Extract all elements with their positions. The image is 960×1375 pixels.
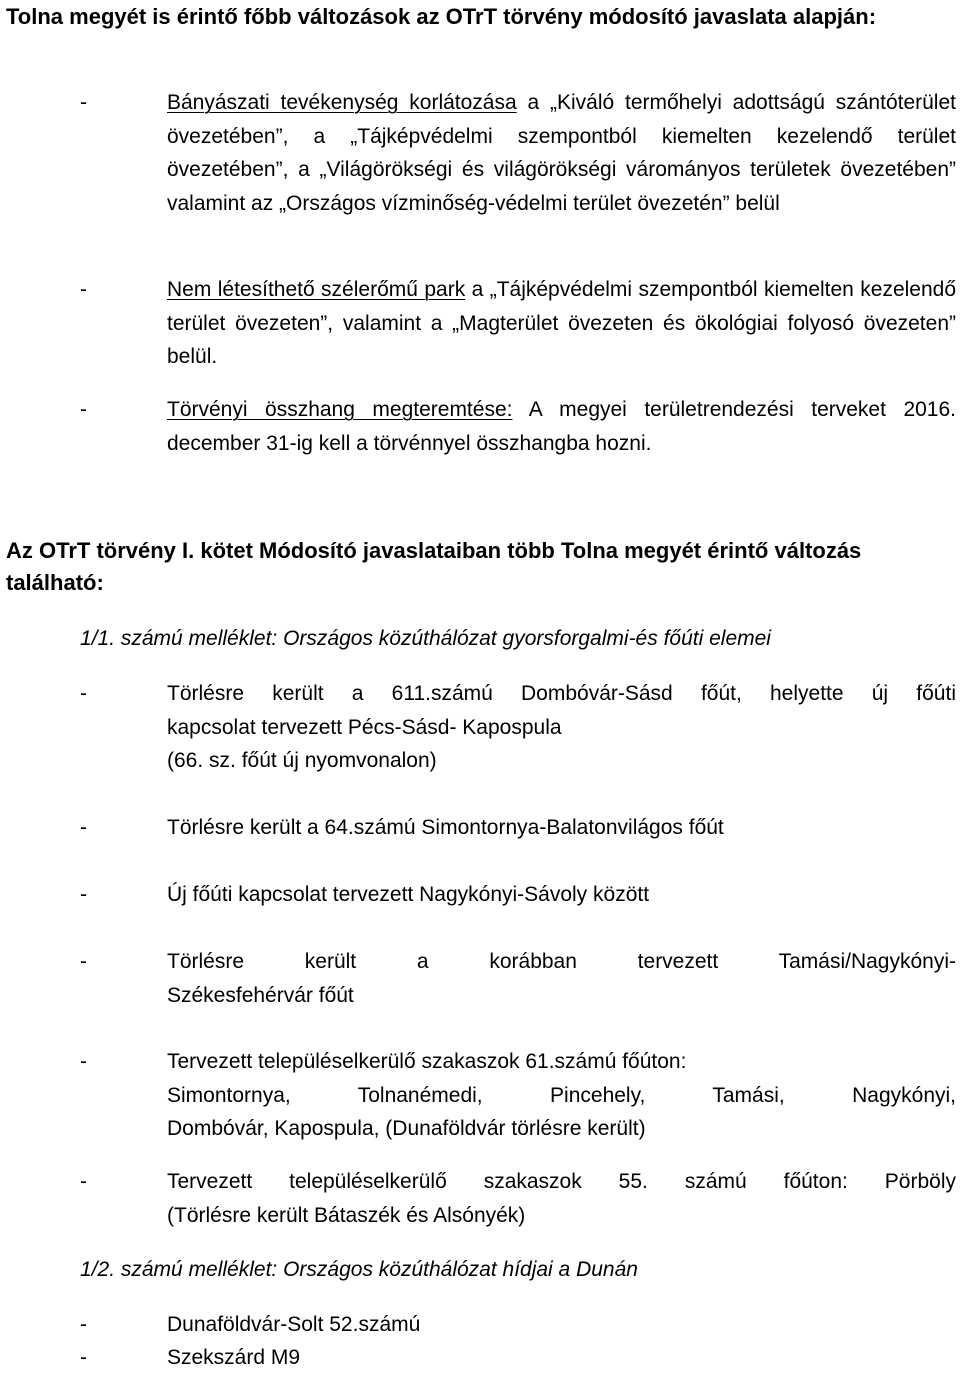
text-line: Simontornya, Tolnanémedi, Pincehely, Tamási, Nagykónyi, (167, 1083, 956, 1107)
list-dash: - (80, 950, 87, 973)
text-line: (66. sz. főút új nyomvonalon) (167, 749, 437, 772)
annex-title: 1/1. számú melléklet: Országos közúthálózat gyorsforgalmi-és főúti elemei (80, 627, 771, 650)
list-dash: - (80, 1050, 87, 1073)
list-item-rest: A megyei területrendezési terveket 2016. december 31-ig kell a törvénnyel összhangba hozni. (167, 398, 956, 455)
list-dash: - (80, 1170, 87, 1193)
list-item-text: Új főúti kapcsolat tervezett Nagykónyi-Sávoly között (167, 883, 650, 906)
underlined-phrase: Nem létesíthető szélerőmű park (167, 278, 466, 301)
document-heading: Tolna megyét is érintő főbb változások az OTrT törvény módosító javaslata alapján: (6, 4, 877, 29)
list-item-text: Törlésre került a 64.számú Simontornya-Balatonvilágos főút (167, 816, 724, 839)
underlined-phrase: Bányászati tevékenység korlátozása (167, 91, 517, 114)
text-line: Tervezett településelkerülő szakaszok 55. számú főúton: Pörböly (167, 1170, 956, 1193)
list-dash: - (80, 1346, 87, 1369)
list-item-rest: a „Kiváló termőhelyi adottságú szántóterület övezetében”, a „Tájképvédelmi szempontból kiemelten kezelendő terület övezetében”, a „Világörökségi és világörökségi várományos területek övezetében” valamint az „Országos vízminőség-védelmi terület övezetén” belül (167, 91, 956, 215)
section-heading: Az OTrT törvény I. kötet Módosító javaslataiban több Tolna megyét érintő változás található: (6, 538, 862, 595)
list-item-text (167, 1165, 956, 1232)
text-line: Törlésre került a 611.számú Dombóvár-Sásd főút, helyette új főúti (167, 682, 956, 705)
list-item-text: Szekszárd M9 (167, 1346, 301, 1369)
text-line: kapcsolat tervezett Pécs-Sásd- Kapospula (167, 715, 562, 739)
list-dash: - (80, 1313, 87, 1336)
list-dash: - (80, 91, 87, 114)
text-line: Székesfehérvár főút (167, 983, 354, 1007)
list-dash: - (80, 278, 87, 301)
list-item-rest: a „Tájképvédelmi szempontból kiemelten kezelendő terület övezeten”, valamint a „Magterület övezeten és ökológiai folyosó övezeten” belül. (167, 278, 957, 368)
list-item-text: Dunaföldvár-Solt 52.számú (167, 1313, 421, 1336)
text-line: (Törlésre került Bátaszék és Alsónyék) (167, 1203, 526, 1227)
list-dash: - (80, 883, 87, 906)
list-dash: - (80, 398, 87, 421)
list-item-text (167, 945, 956, 1012)
text-line: Tervezett településelkerülő szakaszok 61.számú főúton: (167, 1050, 687, 1073)
list-item-text (167, 677, 956, 778)
list-dash: - (80, 682, 87, 705)
underlined-phrase: Törvényi összhang megteremtése: (167, 398, 513, 421)
list-dash: - (80, 816, 87, 839)
annex-title: 1/2. számú melléklet: Országos közúthálózat hídjai a Dunán (80, 1258, 638, 1281)
list-item-text (167, 1045, 956, 1146)
list-item-text (167, 393, 956, 460)
text-line: Dombóvár, Kapospula, (Dunaföldvár törlésre került) (167, 1117, 646, 1140)
text-line: Törlésre került a korábban tervezett Tamási/Nagykónyi- (167, 950, 956, 973)
list-item-text (167, 86, 956, 220)
list-item-text (167, 273, 956, 374)
